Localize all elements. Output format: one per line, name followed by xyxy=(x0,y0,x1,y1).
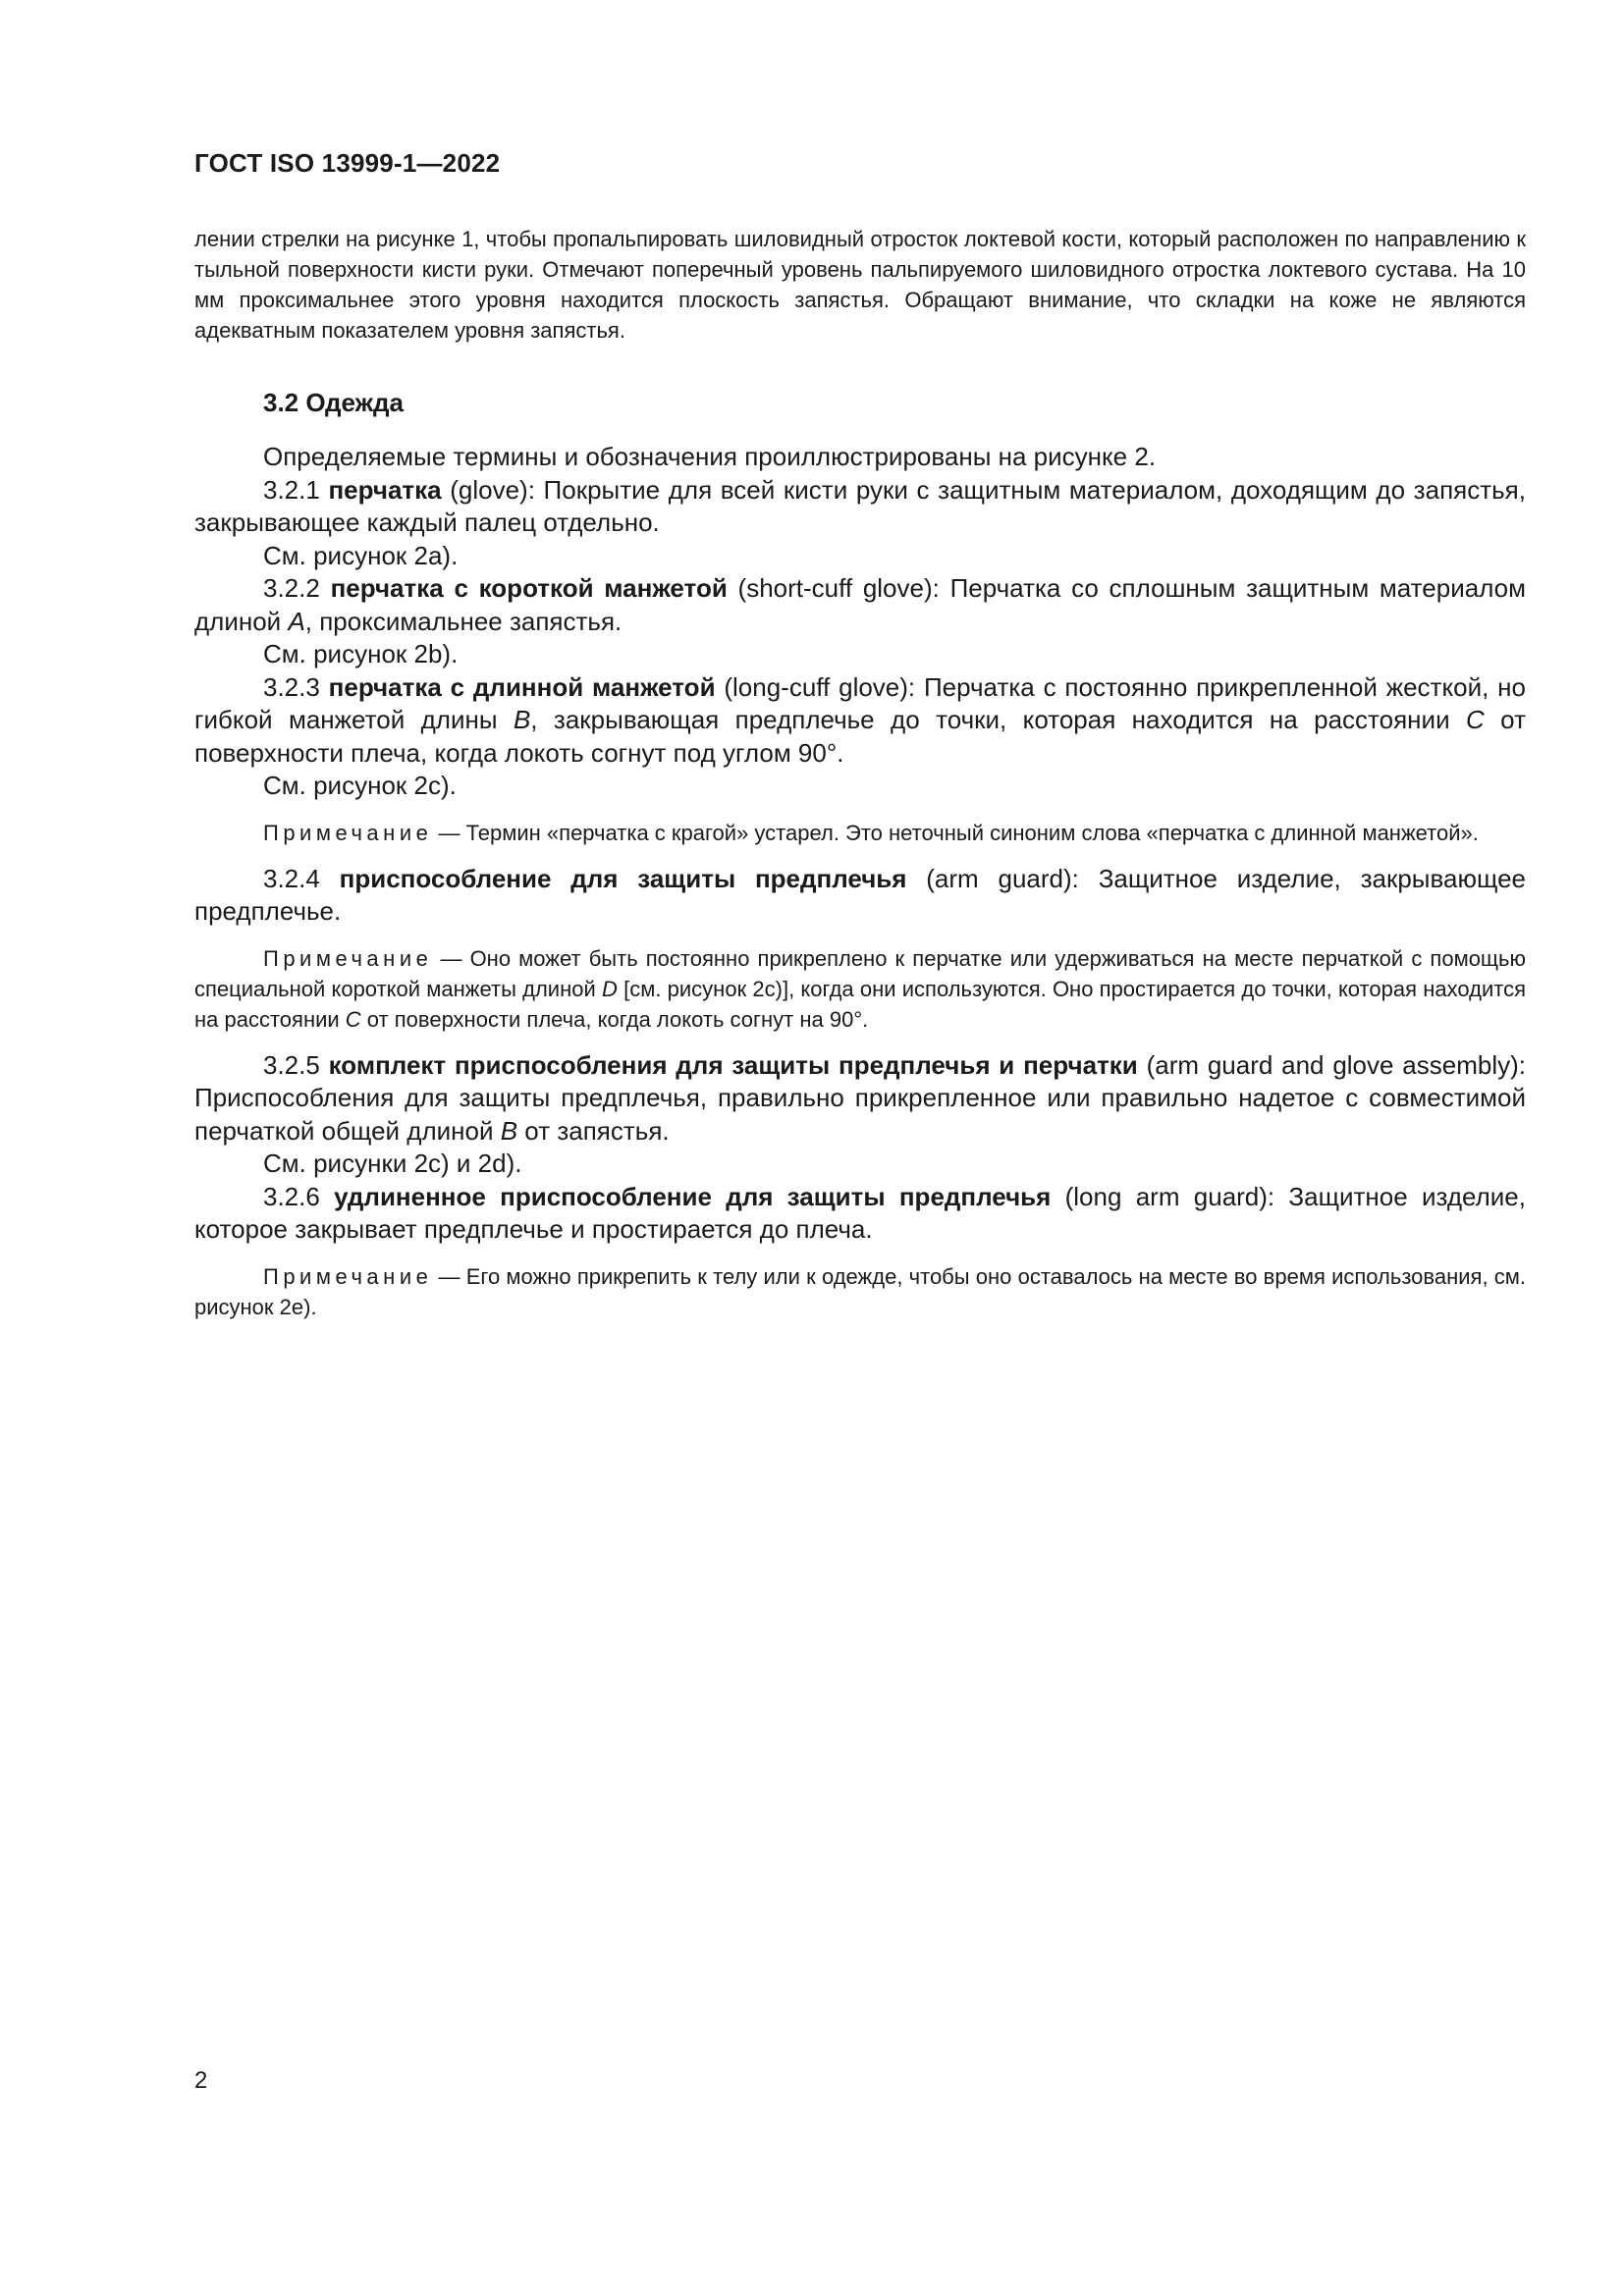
term-definition: (long-cuff glove): Перчатка с постоянно прикрепленной жесткой, но гибкой манжетой длины xyxy=(194,671,1526,734)
term-glove xyxy=(194,474,1526,540)
term-reference: См. рисунки 2с) и 2d). xyxy=(263,1148,522,1178)
variable-d: D xyxy=(601,976,618,1001)
term-long-cuff-glove xyxy=(194,671,1526,771)
term-definition: (long arm guard): Защитное изделие, которое закрывает предплечье и простирается до плеча. xyxy=(194,1181,1526,1244)
note-text: от поверхности плеча, когда локоть согнут на 90°. xyxy=(360,1006,869,1032)
term-definition: от запястья. xyxy=(517,1115,670,1146)
section-body xyxy=(194,386,1526,1337)
variable-b: B xyxy=(500,1115,518,1146)
section-lead: Определяемые термины и обозначения проиллюстрированы на рисунке 2. xyxy=(263,442,1157,471)
term-short-cuff-glove xyxy=(194,572,1526,638)
section-title: 3.2 Одежда xyxy=(263,388,404,417)
note-gauntlet xyxy=(194,818,1526,848)
note-label: Примечание xyxy=(263,1263,433,1289)
term-reference: См. рисунок 2а). xyxy=(263,540,459,570)
note-long-arm-guard xyxy=(194,1261,1526,1322)
note-label: Примечание xyxy=(263,945,433,971)
term-name: перчатка xyxy=(328,474,442,505)
term-number: 3.2.4 xyxy=(263,863,340,893)
note-arm-guard xyxy=(194,943,1526,1035)
variable-c: C xyxy=(345,1006,361,1032)
note-text: — Его можно прикрепить к телу или к одежде, чтобы оно оставалось на месте во время использования, см. рисунок 2е). xyxy=(194,1263,1526,1319)
note-label: Примечание xyxy=(263,820,433,845)
document-header: ГОСТ ISO 13999-1—2022 xyxy=(194,148,501,178)
note-text: [см. рисунок 2с)], когда они используются. Оно простирается до точки, которая находится на расстоянии xyxy=(194,976,1526,1032)
page-number: 2 xyxy=(194,2067,208,2094)
variable-a: A xyxy=(288,606,305,636)
term-arm-guard xyxy=(194,863,1526,929)
term-number: 3.2.3 xyxy=(263,671,329,702)
variable-c: C xyxy=(1466,705,1485,734)
term-name: удлиненное приспособление для защиты предплечья xyxy=(334,1181,1052,1211)
term-name: комплект приспособления для защиты предплечья и перчатки xyxy=(328,1049,1138,1080)
term-name: перчатка с длинной манжетой xyxy=(328,671,716,702)
term-number: 3.2.2 xyxy=(263,573,331,603)
term-number: 3.2.1 xyxy=(263,474,329,505)
term-definition: , закрывающая предплечье до точки, которая находится на расстоянии xyxy=(530,705,1466,734)
term-definition: от поверхности плеча, когда локоть согнут под углом 90°. xyxy=(194,705,1526,768)
variable-b: B xyxy=(513,705,531,734)
term-arm-guard-glove-assembly xyxy=(194,1049,1526,1148)
term-definition: , проксимальнее запястья. xyxy=(304,606,623,636)
term-reference: См. рисунок 2b). xyxy=(263,639,459,668)
document-page xyxy=(194,0,1526,2296)
term-name: перчатка с короткой манжетой xyxy=(330,573,728,603)
term-definition: (glove): Покрытие для всей кисти руки с защитным материалом, доходящим до запястья, закрывающее каждый палец отдельно. xyxy=(194,474,1526,537)
term-number: 3.2.6 xyxy=(263,1181,335,1211)
term-reference: См. рисунок 2с). xyxy=(263,771,457,800)
intro-paragraph: лении стрелки на рисунке 1, чтобы пропальпировать шиловидный отросток локтевой кости, который расположен по направлению к тыльной поверхности кисти руки. Отмечают поперечный уровень пальпируемого шиловидного отростка локтевого сустава. На 10 мм проксимальнее этого уровня находится плоскость запястья. Обращают внимание, что складки на коже не являются адекватным показателем уровня запястья. xyxy=(194,227,1526,343)
note-text: — Оно может быть постоянно прикреплено к перчатке или удерживаться на месте перчаткой с помощью специальной короткой манжеты длиной xyxy=(194,945,1526,1001)
term-definition: (arm guard): Защитное изделие, закрывающее предплечье. xyxy=(194,863,1526,926)
term-number: 3.2.5 xyxy=(263,1049,329,1080)
term-definition: (arm guard and glove assembly): Приспособления для защиты предплечья, правильно прикрепленное или правильно надетое с совместимой перчаткой общей длиной xyxy=(194,1049,1526,1146)
term-long-arm-guard xyxy=(194,1181,1526,1247)
note-text: — Термин «перчатка с крагой» устарел. Это неточный синоним слова «перчатка с длинной манжетой». xyxy=(432,820,1479,845)
term-name: приспособление для защиты предплечья xyxy=(339,863,907,893)
term-definition: (short-cuff glove): Перчатка со сплошным защитным материалом длиной xyxy=(194,573,1526,636)
